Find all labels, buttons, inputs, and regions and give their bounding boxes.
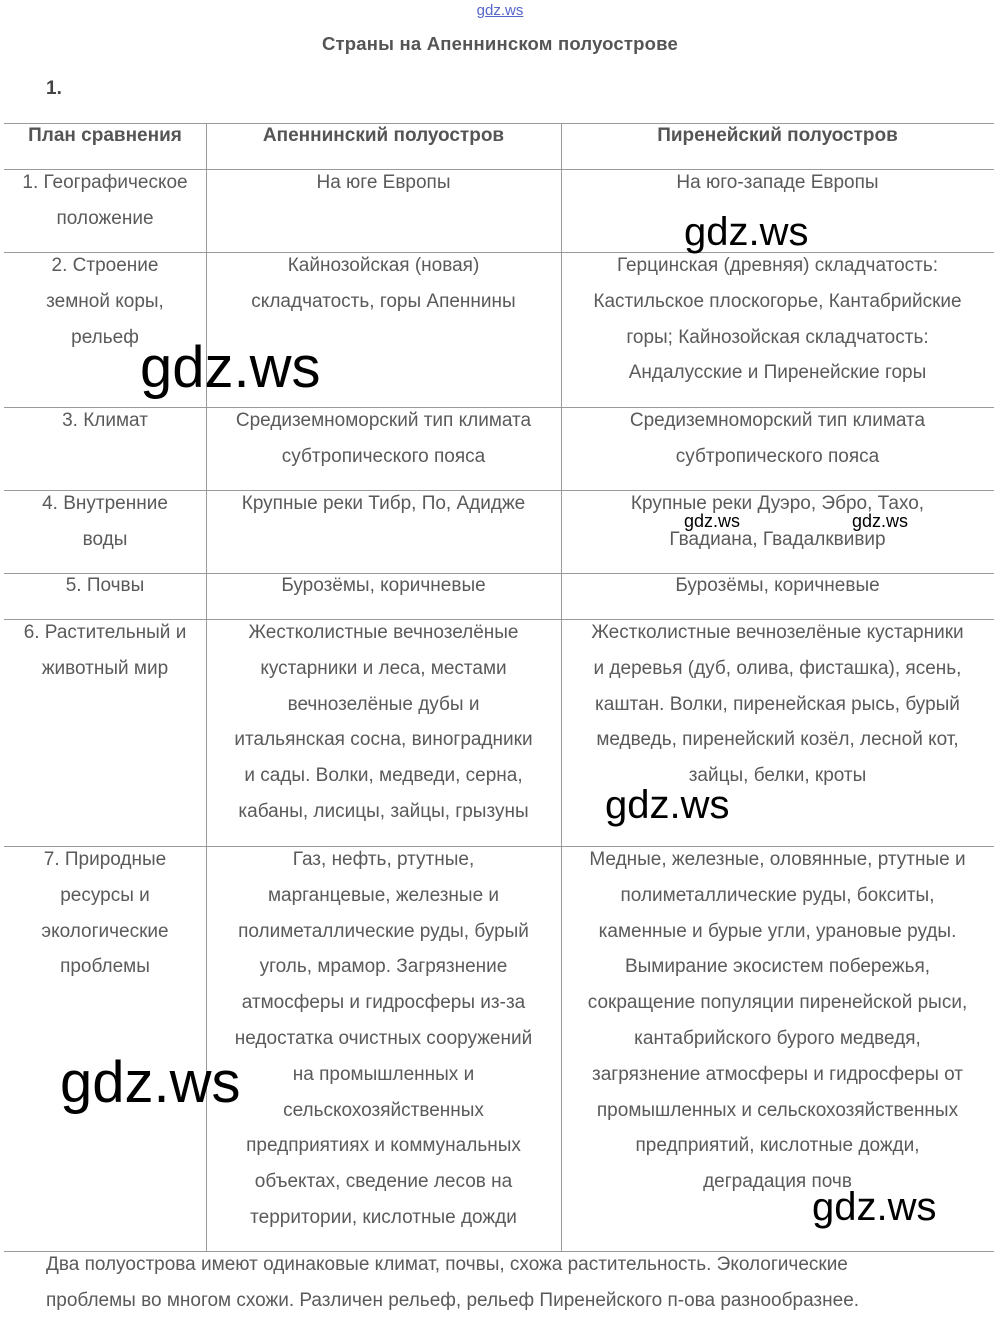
row5-criterion: 5. Почвы	[65, 575, 145, 596]
watermark: gdz.ws	[140, 335, 321, 400]
header-iberian: Пиренейский полуостров	[657, 125, 898, 146]
row7-apennine: Газ, нефть, ртутные, марганцевые, железные и полиметаллические руды, бурый уголь, мрамор. Загрязнение атмосферы и гидросферы из-за недостатка очистных сооружений на промышленных и сельскохозяйственных предприятиях и коммунальных объектах, сведение лесов на территории, кислотные дожди	[234, 849, 533, 1228]
summary-line-2: проблемы во многом схожи. Различен рельеф, рельеф Пиренейского п-ова разнообразнее.	[46, 1290, 860, 1311]
watermark: gdz.ws	[60, 1050, 241, 1115]
row6-criterion: 6. Растительный и животный мир	[23, 622, 187, 679]
row1-apennine: На юге Европы	[316, 172, 451, 193]
row2-criterion: 2. Строение земной коры, рельеф	[46, 255, 164, 348]
row1-iberian: На юго-западе Европы	[676, 172, 879, 193]
row6-iberian: Жестколистные вечнозелёные кустарники и деревья (дуб, олива, фисташка), ясень, каштан. Волки, пиренейская рысь, бурый медведь, пиренейский козёл, лесной кот, зайцы, белки, кроты	[591, 622, 964, 787]
row3-apennine: Средиземноморский тип климата субтропического пояса	[235, 410, 532, 467]
row7-iberian: Медные, железные, оловянные, ртутные и полиметаллические руды, бокситы, каменные и бурые угли, урановые руды. Вымирание экосистем побережья, сокращение популяции пиренейской рыси, кантабрийского бурого медведя, загрязнение атмосферы и гидросферы от промышленных и сельскохозяйственных предприятий, кислотные дожди, деградация почв	[587, 849, 968, 1193]
watermark: gdz.ws	[684, 511, 741, 531]
row4-apennine: Крупные реки Тибр, По, Адидже	[241, 493, 526, 514]
row3-iberian: Средиземноморский тип климата субтропического пояса	[629, 410, 926, 467]
summary-line-1: Два полуострова имеют одинаковые климат, почвы, схожа растительность. Экологические	[46, 1254, 848, 1275]
watermark: gdz.ws	[605, 783, 730, 827]
page-title: Страны на Апеннинском полуострове	[321, 33, 678, 54]
watermark: gdz.ws	[812, 1185, 937, 1229]
row2-iberian: Герцинская (древняя) складчатость: Кастильское плоскогорье, Кантабрийские горы; Кайнозойская складчатость: Андалусские и Пиренейские горы	[593, 255, 962, 384]
row5-iberian: Бурозёмы, коричневые	[675, 575, 880, 596]
watermark: gdz.ws	[852, 511, 909, 531]
top-watermark-link[interactable]: gdz.ws	[476, 2, 524, 19]
header-apennine: Апеннинский полуостров	[262, 125, 505, 146]
row7-criterion: 7. Природные ресурсы и экологические проблемы	[41, 849, 169, 978]
table-border-top	[4, 123, 994, 124]
row1-criterion: 1. Географическое положение	[22, 172, 188, 229]
row3-criterion: 3. Климат	[62, 410, 148, 431]
task-number: 1.	[46, 78, 62, 99]
watermark: gdz.ws	[684, 210, 809, 254]
header-plan: План сравнения	[28, 125, 182, 146]
row4-criterion: 4. Внутренние воды	[42, 493, 168, 550]
row6-apennine: Жестколистные вечнозелёные кустарники и леса, местами вечнозелёные дубы и итальянская сосна, виноградники и сады. Волки, медведи, серна, кабаны, лисицы, зайцы, грызуны	[234, 622, 533, 822]
row2-apennine: Кайнозойская (новая) складчатость, горы Апеннины	[251, 255, 516, 312]
row4-iberian: Крупные реки Дуэро, Эбро, Тахо, Гвадиана, Гвадалквивир	[630, 493, 925, 550]
row5-apennine: Бурозёмы, коричневые	[281, 575, 486, 596]
